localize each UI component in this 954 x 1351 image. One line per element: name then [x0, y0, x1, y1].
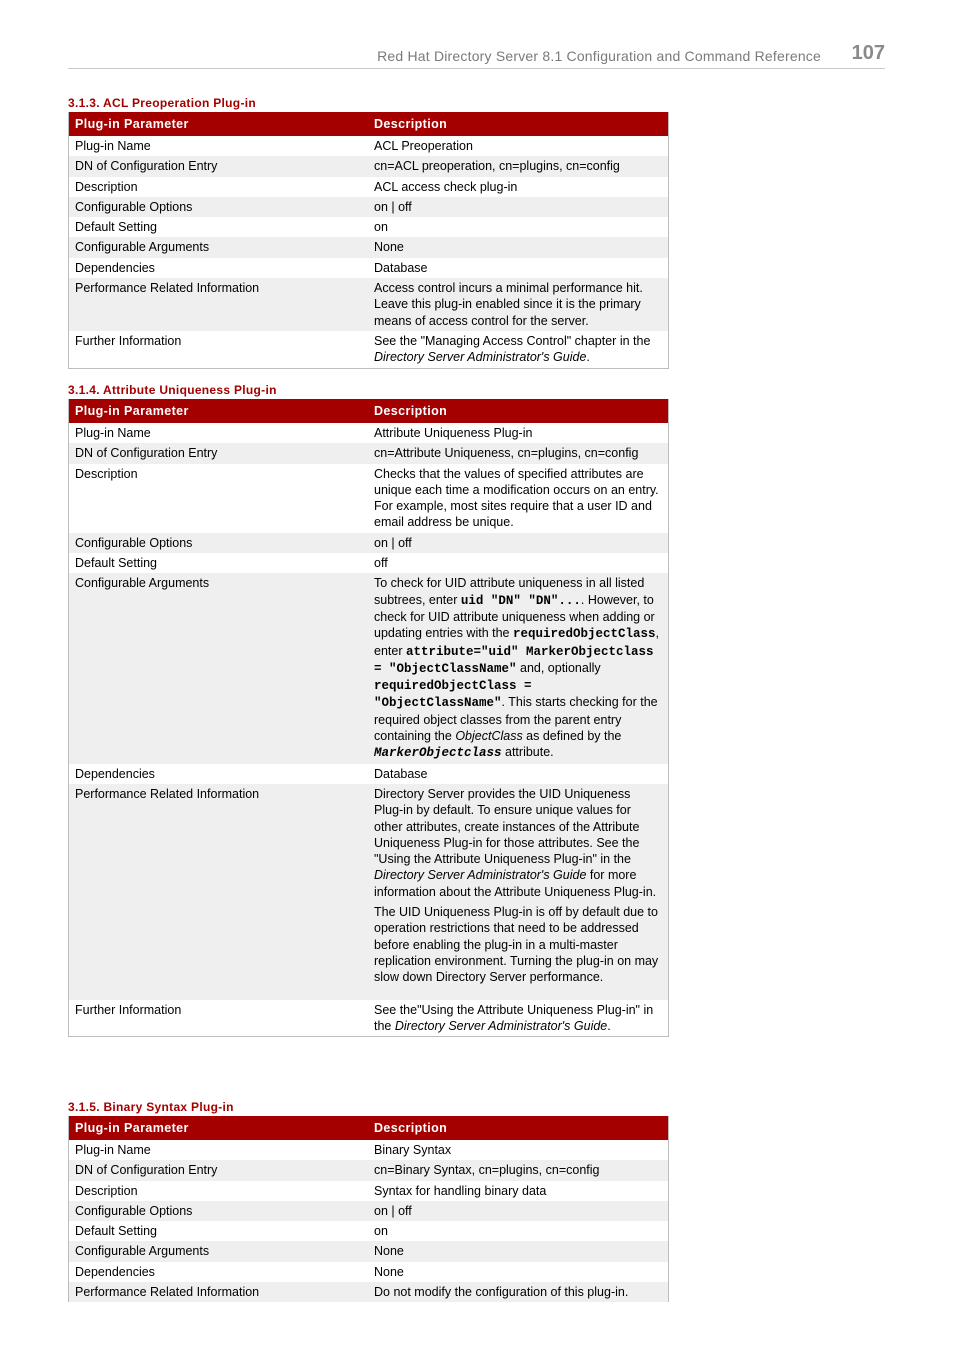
param-cell: Dependencies [69, 1262, 369, 1282]
param-cell: DN of Configuration Entry [69, 1160, 369, 1180]
param-cell: Default Setting [69, 553, 369, 573]
table-row [69, 237, 669, 257]
desc-cell: Database [368, 258, 669, 278]
table-row [69, 156, 669, 176]
plugin-table [68, 399, 669, 1037]
code-text: uid "DN" "DN"... [460, 593, 581, 608]
desc-cell: ACL Preoperation [368, 136, 669, 156]
table-row [69, 177, 669, 197]
desc-cell [368, 573, 669, 763]
param-cell: Description [69, 464, 369, 533]
table-row [69, 136, 669, 156]
section-acl-preoperation [68, 97, 668, 369]
code-text: MarkerObjectclass [374, 746, 502, 761]
table-row [69, 1201, 669, 1221]
table-row [69, 1181, 669, 1201]
desc-text: See the"Using the Attribute Uniqueness Plug-in" in the [374, 1002, 654, 1033]
desc-text: Directory Server provides the UID Uniqueness Plug-in by default. To ensure unique values for other attributes, create instances of the Attribute Uniqueness Plug-in for those attributes. See the "Using the Attribute Uniqueness Plug-in" in the [374, 786, 640, 867]
desc-text: for more information about the Attribute Uniqueness Plug-in. [374, 868, 657, 899]
desc-cell [368, 331, 669, 368]
table-row [69, 533, 669, 553]
desc-cell: None [368, 1241, 669, 1261]
param-cell: Performance Related Information [69, 784, 369, 1000]
param-cell: Configurable Arguments [69, 1241, 369, 1261]
desc-cell: cn=ACL preoperation, cn=plugins, cn=config [368, 156, 669, 176]
param-cell: DN of Configuration Entry [69, 443, 369, 463]
desc-cell: Do not modify the configuration of this plug-in. [368, 1282, 669, 1302]
desc-cell: Database [368, 764, 669, 784]
param-cell: Plug-in Name [69, 423, 369, 443]
desc-cell: Access control incurs a minimal performance hit. Leave this plug-in enabled since it is the primary means of access control for the server. [368, 278, 669, 331]
desc-cell: off [368, 553, 669, 573]
desc-cell: on | off [368, 197, 669, 217]
param-cell: DN of Configuration Entry [69, 156, 369, 176]
table-header-row [69, 1116, 669, 1140]
desc-text: See the "Managing Access Control" chapter in the [374, 333, 651, 348]
table-row [69, 1000, 669, 1037]
desc-text: . This starts checking for the required object classes from the parent entry containing the [374, 695, 658, 744]
page-header [68, 40, 885, 69]
table-row [69, 573, 669, 763]
paragraph [374, 786, 662, 900]
param-cell: Performance Related Information [69, 1282, 369, 1302]
desc-text: attribute. [501, 745, 554, 760]
param-cell: Plug-in Name [69, 1140, 369, 1160]
guide-title: Directory Server Administrator's Guide [394, 1018, 608, 1033]
table-row [69, 278, 669, 331]
table-row [69, 1282, 669, 1302]
desc-cell: on | off [368, 533, 669, 553]
code-text: requiredObjectClass = "ObjectClassName" [374, 679, 532, 711]
desc-cell [368, 1000, 669, 1037]
table-row [69, 553, 669, 573]
table-row [69, 1262, 669, 1282]
param-cell: Configurable Options [69, 1201, 369, 1221]
desc-text: as defined by the [522, 729, 622, 744]
paragraph: The UID Uniqueness Plug-in is off by default due to operation restrictions that need to be addressed before enabling the plug-in in a multi-master replication environment. Turning the plug-in on may slow down Directory Server performance. [374, 905, 659, 985]
desc-cell: cn=Binary Syntax, cn=plugins, cn=config [368, 1160, 669, 1180]
column-header-description: Description [368, 1116, 669, 1140]
table-row [69, 331, 669, 368]
desc-cell: on [368, 1221, 669, 1241]
section-attribute-uniqueness [68, 384, 668, 1037]
desc-text: . [607, 1018, 611, 1033]
param-cell: Default Setting [69, 1221, 369, 1241]
table-row [69, 258, 669, 278]
table-row [69, 1241, 669, 1261]
desc-text: and, optionally [516, 660, 601, 675]
table-row [69, 464, 669, 533]
table-header-row [69, 399, 669, 423]
desc-cell: None [368, 237, 669, 257]
column-header-parameter: Plug-in Parameter [69, 112, 369, 136]
param-cell: Further Information [69, 331, 369, 368]
guide-title: Directory Server Administrator's Guide [374, 868, 587, 883]
table-row [69, 784, 669, 1000]
desc-cell: ACL access check plug-in [368, 177, 669, 197]
table-row [69, 1160, 669, 1180]
param-cell: Plug-in Name [69, 136, 369, 156]
param-cell: Dependencies [69, 258, 369, 278]
desc-cell: on | off [368, 1201, 669, 1221]
plugin-table [68, 112, 669, 369]
table-row [69, 423, 669, 443]
guide-title: Directory Server Administrator's Guide [374, 350, 587, 365]
table-row [69, 197, 669, 217]
param-cell: Default Setting [69, 217, 369, 237]
section-binary-syntax [68, 1101, 668, 1302]
section-title: 3.1.3. ACL Preoperation Plug-in [68, 96, 256, 110]
desc-cell: Checks that the values of specified attributes are unique each time a modification occurs on an entry. For example, most sites require that a user ID and email address be unique. [368, 464, 669, 533]
section-title: 3.1.4. Attribute Uniqueness Plug-in [68, 383, 277, 397]
desc-cell: cn=Attribute Uniqueness, cn=plugins, cn=config [368, 443, 669, 463]
param-cell: Configurable Options [69, 533, 369, 553]
document-title: Red Hat Directory Server 8.1 Configuration and Command Reference [377, 48, 821, 64]
column-header-description: Description [368, 112, 669, 136]
param-cell: Performance Related Information [69, 278, 369, 331]
page-number: 107 [851, 42, 885, 64]
param-cell: Description [69, 177, 369, 197]
table-row [69, 1221, 669, 1241]
desc-cell: Syntax for handling binary data [368, 1181, 669, 1201]
desc-cell [368, 784, 669, 1000]
desc-text: To check for UID attribute uniqueness in all listed subtrees, enter [374, 576, 645, 607]
desc-text: . However, to check for UID attribute uniqueness when adding or updating entries with the [374, 592, 655, 641]
desc-text: , enter [374, 626, 659, 658]
param-cell: Configurable Arguments [69, 237, 369, 257]
table-row [69, 1140, 669, 1160]
code-text: attribute="uid" MarkerObjectclass = "ObjectClassName" [374, 644, 654, 676]
desc-text: . [586, 350, 590, 365]
code-text: requiredObjectClass [512, 627, 656, 642]
desc-cell: None [368, 1262, 669, 1282]
param-cell: Description [69, 1181, 369, 1201]
table-row [69, 764, 669, 784]
emphasis-text: ObjectClass [455, 729, 523, 744]
param-cell: Configurable Options [69, 197, 369, 217]
table-header-row [69, 112, 669, 136]
column-header-description: Description [368, 399, 669, 423]
param-cell: Dependencies [69, 764, 369, 784]
table-row [69, 443, 669, 463]
section-title: 3.1.5. Binary Syntax Plug-in [68, 1100, 234, 1114]
desc-cell: on [368, 217, 669, 237]
desc-cell: Attribute Uniqueness Plug-in [368, 423, 669, 443]
column-header-parameter: Plug-in Parameter [69, 1116, 369, 1140]
param-cell: Configurable Arguments [69, 573, 369, 763]
table-row [69, 217, 669, 237]
param-cell: Further Information [69, 1000, 369, 1037]
plugin-table [68, 1116, 669, 1302]
desc-cell: Binary Syntax [368, 1140, 669, 1160]
column-header-parameter: Plug-in Parameter [69, 399, 369, 423]
